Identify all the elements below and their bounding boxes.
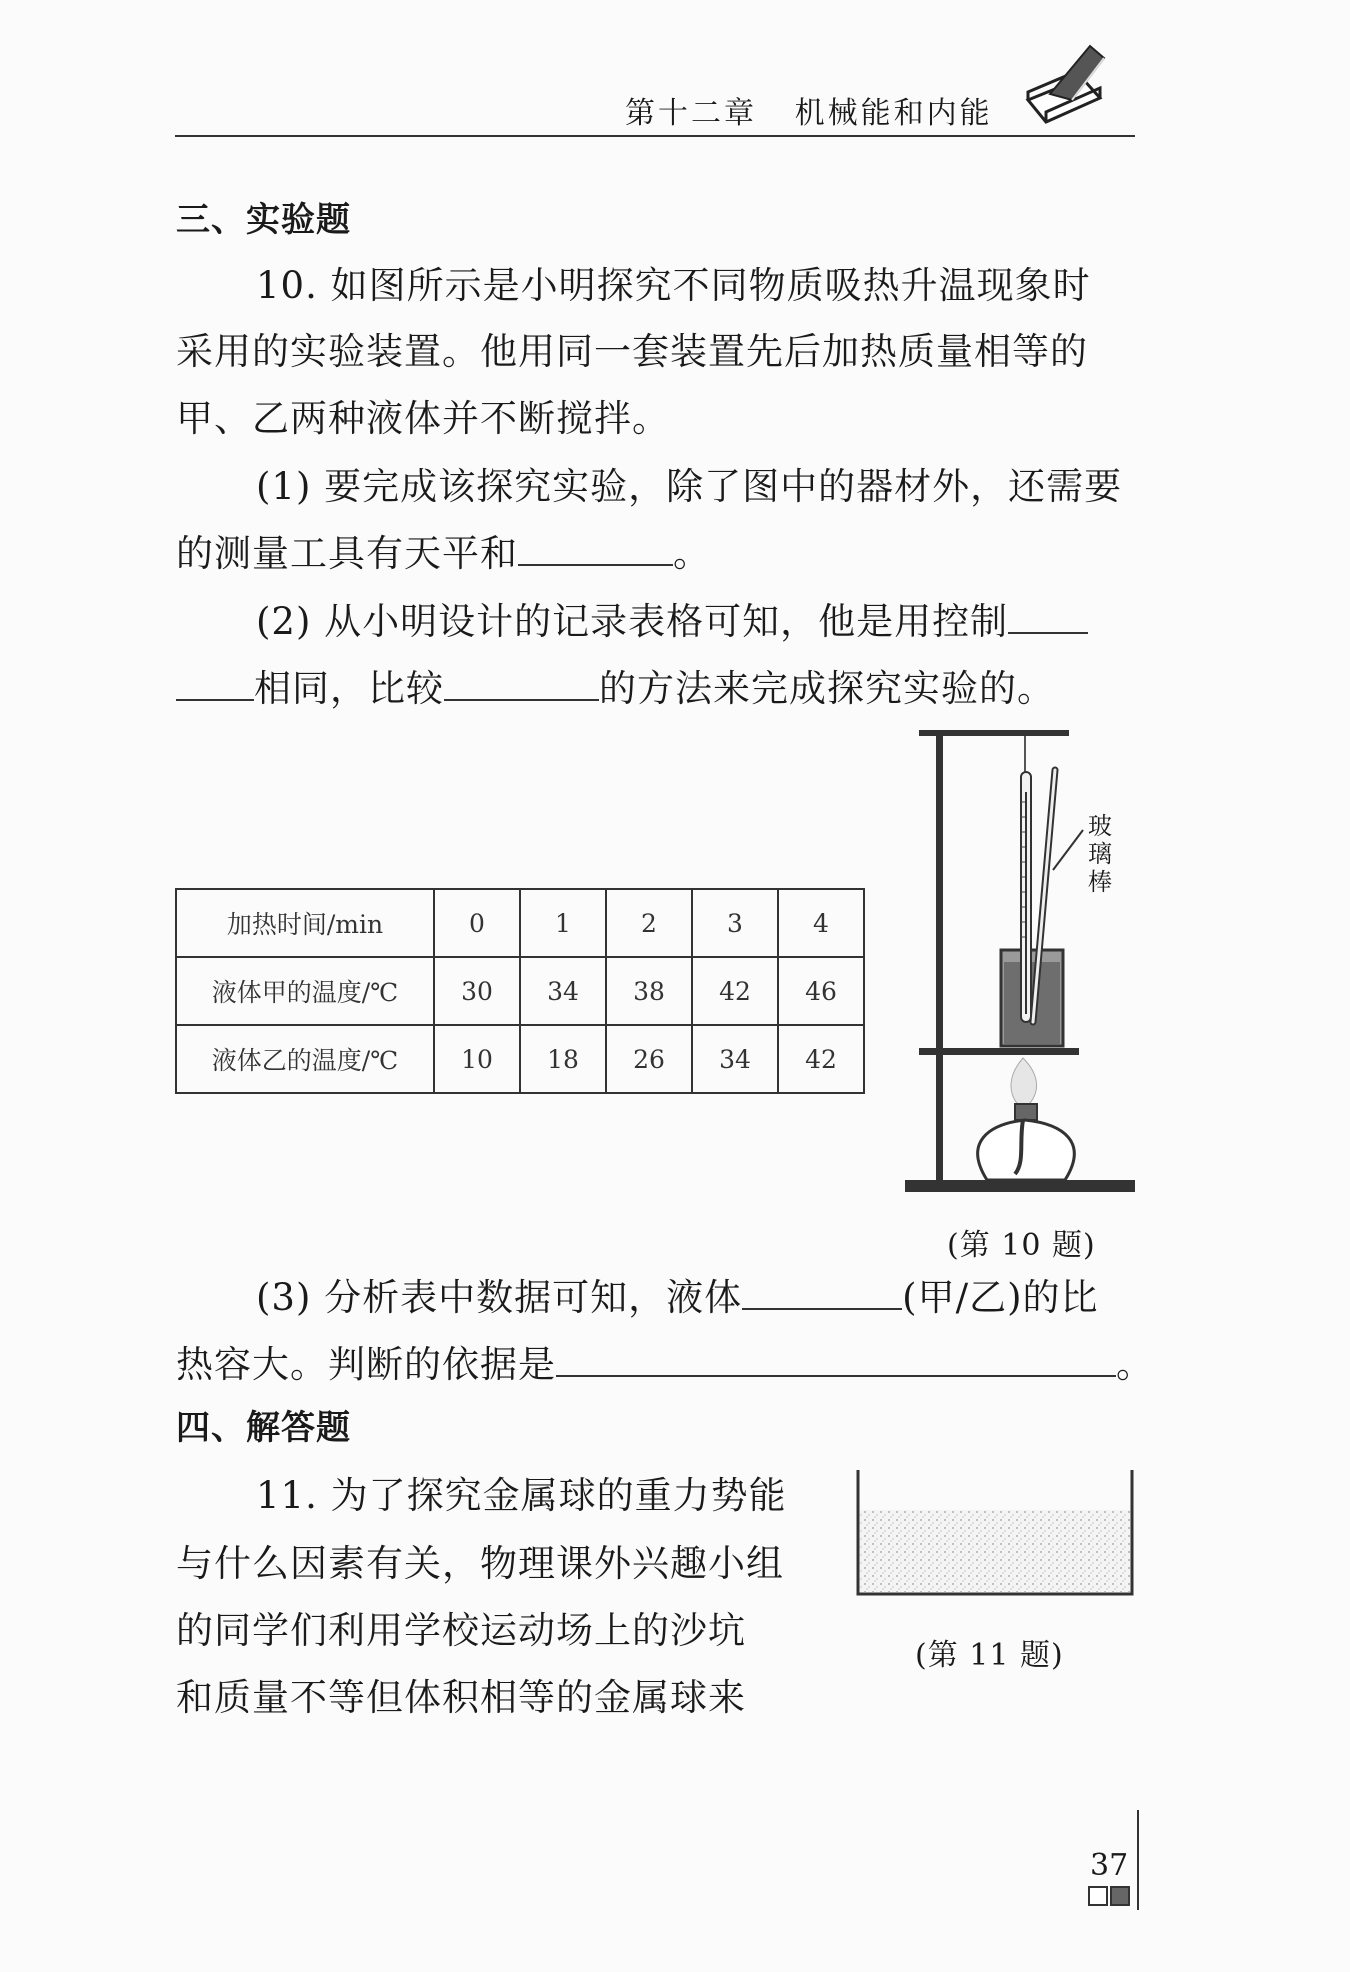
stand-rod (936, 730, 943, 1182)
q10-part1-line-2 (176, 520, 711, 588)
q10-part3-end: 。 (1116, 1343, 1154, 1386)
q10-part1-end: 。 (673, 532, 711, 575)
flame (1011, 1058, 1037, 1110)
q11-line-4: 和质量不等但体积相等的金属球来 (176, 1676, 746, 1719)
q10-part3-text: (3) 分析表中数据可知，液体 (256, 1276, 743, 1319)
answer-blank-measuring-tool[interactable] (518, 528, 673, 566)
table-cell: 1 (520, 889, 606, 957)
glass-rod-label: 玻璃棒 (1088, 812, 1112, 896)
answer-blank-compared-quantity[interactable] (444, 663, 599, 701)
page-corner-squares (1088, 1886, 1132, 1906)
chapter-number: 第十二章 (625, 96, 757, 131)
table-cell: 0 (434, 889, 520, 957)
q10-part2-mid: 相同，比较 (254, 667, 444, 710)
table-cell: 10 (434, 1025, 520, 1093)
chapter-header (625, 88, 993, 132)
temperature-table (175, 888, 865, 1094)
answer-blank-liquid[interactable] (742, 1272, 902, 1310)
table-cell: 26 (606, 1025, 692, 1093)
table-row-label: 液体乙的温度/℃ (176, 1025, 434, 1093)
q10-part2-end: 的方法来完成探究实验的。 (599, 667, 1055, 710)
table-cell: 42 (778, 1025, 864, 1093)
figure11-caption: (第 11 题) (915, 1638, 1064, 1673)
q11-line-2: 与什么因素有关，物理课外兴趣小组 (176, 1542, 784, 1585)
answer-blank-reason[interactable] (556, 1339, 1116, 1377)
table-cell: 46 (778, 957, 864, 1025)
table-cell: 3 (692, 889, 778, 957)
q10-part3-reason-text: 热容大。判断的依据是 (176, 1343, 556, 1386)
alcohol-lamp (978, 1120, 1075, 1180)
table-row-label: 液体甲的温度/℃ (176, 957, 434, 1025)
q10-part2-line-2 (176, 655, 1055, 723)
sandpit-figure (855, 1470, 1135, 1620)
ring-support (919, 1048, 1079, 1055)
q11-line-1: 11. 为了探究金属球的重力势能 (256, 1474, 787, 1517)
book-icon (1020, 40, 1110, 130)
chapter-title: 机械能和内能 (794, 96, 993, 131)
table-row (176, 957, 864, 1025)
q10-part2-line-1 (256, 588, 1088, 656)
table-cell: 18 (520, 1025, 606, 1093)
table-cell: 4 (778, 889, 864, 957)
q10-part1-text: 的测量工具有天平和 (176, 532, 518, 575)
q10-part2-text: (2) 从小明设计的记录表格可知，他是用控制 (256, 600, 1009, 643)
table-cell: 2 (606, 889, 692, 957)
sand (859, 1510, 1131, 1592)
table-cell: 38 (606, 957, 692, 1025)
table-row (176, 889, 864, 957)
page-number-rule (1137, 1810, 1139, 1910)
q10-part3-options: (甲/乙)的比 (902, 1276, 1099, 1319)
table-cell: 42 (692, 957, 778, 1025)
clamp-arm (919, 730, 1069, 736)
q10-part3-line-2 (176, 1331, 1154, 1399)
table-cell: 34 (692, 1025, 778, 1093)
q10-part3-line-1 (256, 1264, 1099, 1332)
table-row (176, 1025, 864, 1093)
table-header-label: 加热时间/min (176, 889, 434, 957)
answer-blank-controlled-variable-b[interactable] (176, 663, 254, 701)
q10-line-2: 采用的实验装置。他用同一套装置先后加热质量相等的 (176, 330, 1088, 373)
header-rule (175, 135, 1135, 137)
section-heading-answer: 四、解答题 (176, 1408, 351, 1448)
heating-apparatus-figure (905, 722, 1145, 1212)
table-cell: 30 (434, 957, 520, 1025)
q10-line-3: 甲、乙两种液体并不断搅拌。 (176, 397, 670, 440)
section-heading-experiment: 三、实验题 (176, 200, 351, 240)
page-number: 37 (1090, 1848, 1129, 1883)
answer-blank-controlled-variable-a[interactable] (1008, 596, 1088, 634)
q10-line-1: 10. 如图所示是小明探究不同物质吸热升温现象时 (256, 264, 1091, 307)
q11-line-3: 的同学们利用学校运动场上的沙坑 (176, 1609, 746, 1652)
figure10-caption: (第 10 题) (947, 1228, 1096, 1263)
q10-part1-line-1: (1) 要完成该探究实验，除了图中的器材外，还需要 (256, 465, 1123, 508)
table-cell: 34 (520, 957, 606, 1025)
